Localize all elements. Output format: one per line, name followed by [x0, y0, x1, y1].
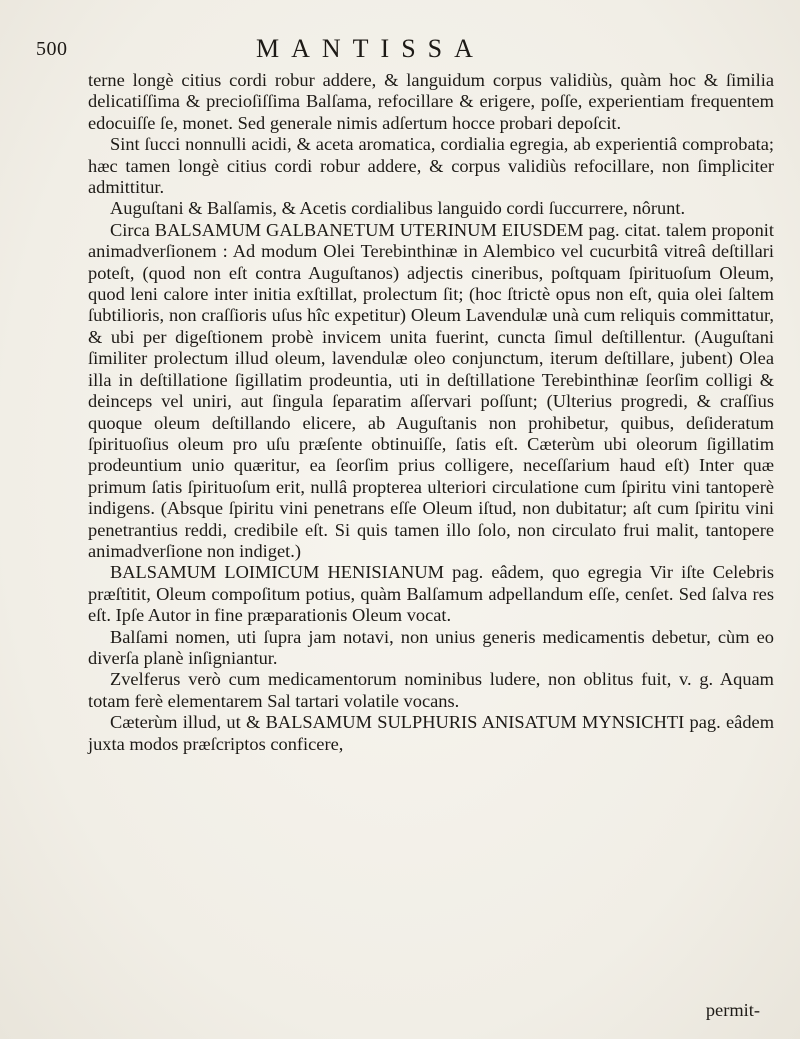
- paragraph-2: Sint ſucci nonnulli acidi, & aceta aromatica, cordialia egregia, ab experientiâ comprobata; hæc tamen longè citius cordi robur addere, & corpus validiùs refocillare, non ſimpliciter admittitur.: [88, 134, 774, 198]
- page-header: [36, 34, 740, 64]
- paragraph-8: Cæterùm illud, ut & BALSAMUM SULPHURIS ANISATUM MYNSICHTI pag. eâdem juxta modos præſcriptos conficere,: [88, 712, 774, 754]
- paragraph-4: Circa BALSAMUM GALBANETUM UTERINUM EIUSDEM pag. citat. talem proponit animadverſionem : Ad modum Olei Terebinthinæ in Alembico vel cucurbitâ vitreâ deſtillari poteſt, (quod non eſt contra Auguſtanos) adjectis cineribus, poſtquam ſpirituoſum Oleum, quod leni calore inter initia exſtillat, prolectum ſit; (hoc ſtrictè opus non eſt, quia olei ſaltem ſubtilioris, non craſſioris uſus hîc expetitur) Oleum Lavendulæ unà cum reliquis committatur, & ubi per digeſtionem probè invicem unita fuerint, cuncta ſimul deſtillentur. (Auguſtani ſimiliter prolectum illud oleum, lavendulæ oleo conjunctum, iterum deſtillare, jubent) Olea illa in deſtillatione ſigillatim prodeuntia, uti in deſtillatione Terebinthinæ ſeorſim colligi & deinceps vel uniri, aut ſingula ſeparatim aſſervari poſſunt; (Ulterius progredi, & craſſius quoque oleum deſtillando elicere, ab Auguſtanis non prohibetur, quibus, deſideratum ſpirituoſius oleum pro uſu præſente obtinuiſſe, ſatis eſt. Cæterùm ubi oleorum ſigillatim prodeuntium unio quæritur, ea ſeorſim prius colligere, neceſſarium haud eſt) Inter quæ primum ſatis ſpirituoſum erit, nullâ propterea ulteriori circulatione cum ſpiritu vini tantoperè indigens. (Absque ſpiritu vini penetrans eſſe Oleum iſtud, non dubitatur; aſt cum ſpiritu vini penetrantius reddi, credibile eſt. Si quis tamen illo ſolo, non circulato frui malit, tantopere animadverſione non indiget.): [88, 219, 774, 561]
- page-number: 500: [36, 38, 68, 60]
- running-head: MANTISSA: [256, 34, 485, 63]
- paragraph-1: terne longè citius cordi robur addere, & languidum corpus validiùs, quàm hoc & ſimilia delicatiſſima & precioſiſſima Balſama, refocillare & erigere, poſſe, experientiam frequentem edocuiſſe ſe, monet. Sed generale nimis adſertum hocce probari depoſcit.: [88, 70, 774, 133]
- body-text: [88, 70, 774, 755]
- paragraph-5: BALSAMUM LOIMICUM HENISIANUM pag. eâdem, quo egregia Vir iſte Celebris præſtitit, Oleum compoſitum potius, quàm Balſamum adpellandum eſſe, cenſet. Sed ſalva res eſt. Ipſe Autor in fine præparationis Oleum vocat.: [88, 562, 774, 626]
- catchword: permit-: [705, 1000, 760, 1020]
- paragraph-7: Zvelferus verò cum medicamentorum nominibus ludere, non oblitus fuit, v. g. Aquam totam ferè elementarem Sal tartari volatile vocans.: [88, 669, 774, 711]
- paragraph-3: Auguſtani & Balſamis, & Acetis cordialibus languido cordi ſuccurrere, nôrunt.: [110, 198, 686, 219]
- paragraph-6: Balſami nomen, uti ſupra jam notavi, non unius generis medicamentis debetur, cùm eo diverſa planè inſigniantur.: [88, 626, 774, 668]
